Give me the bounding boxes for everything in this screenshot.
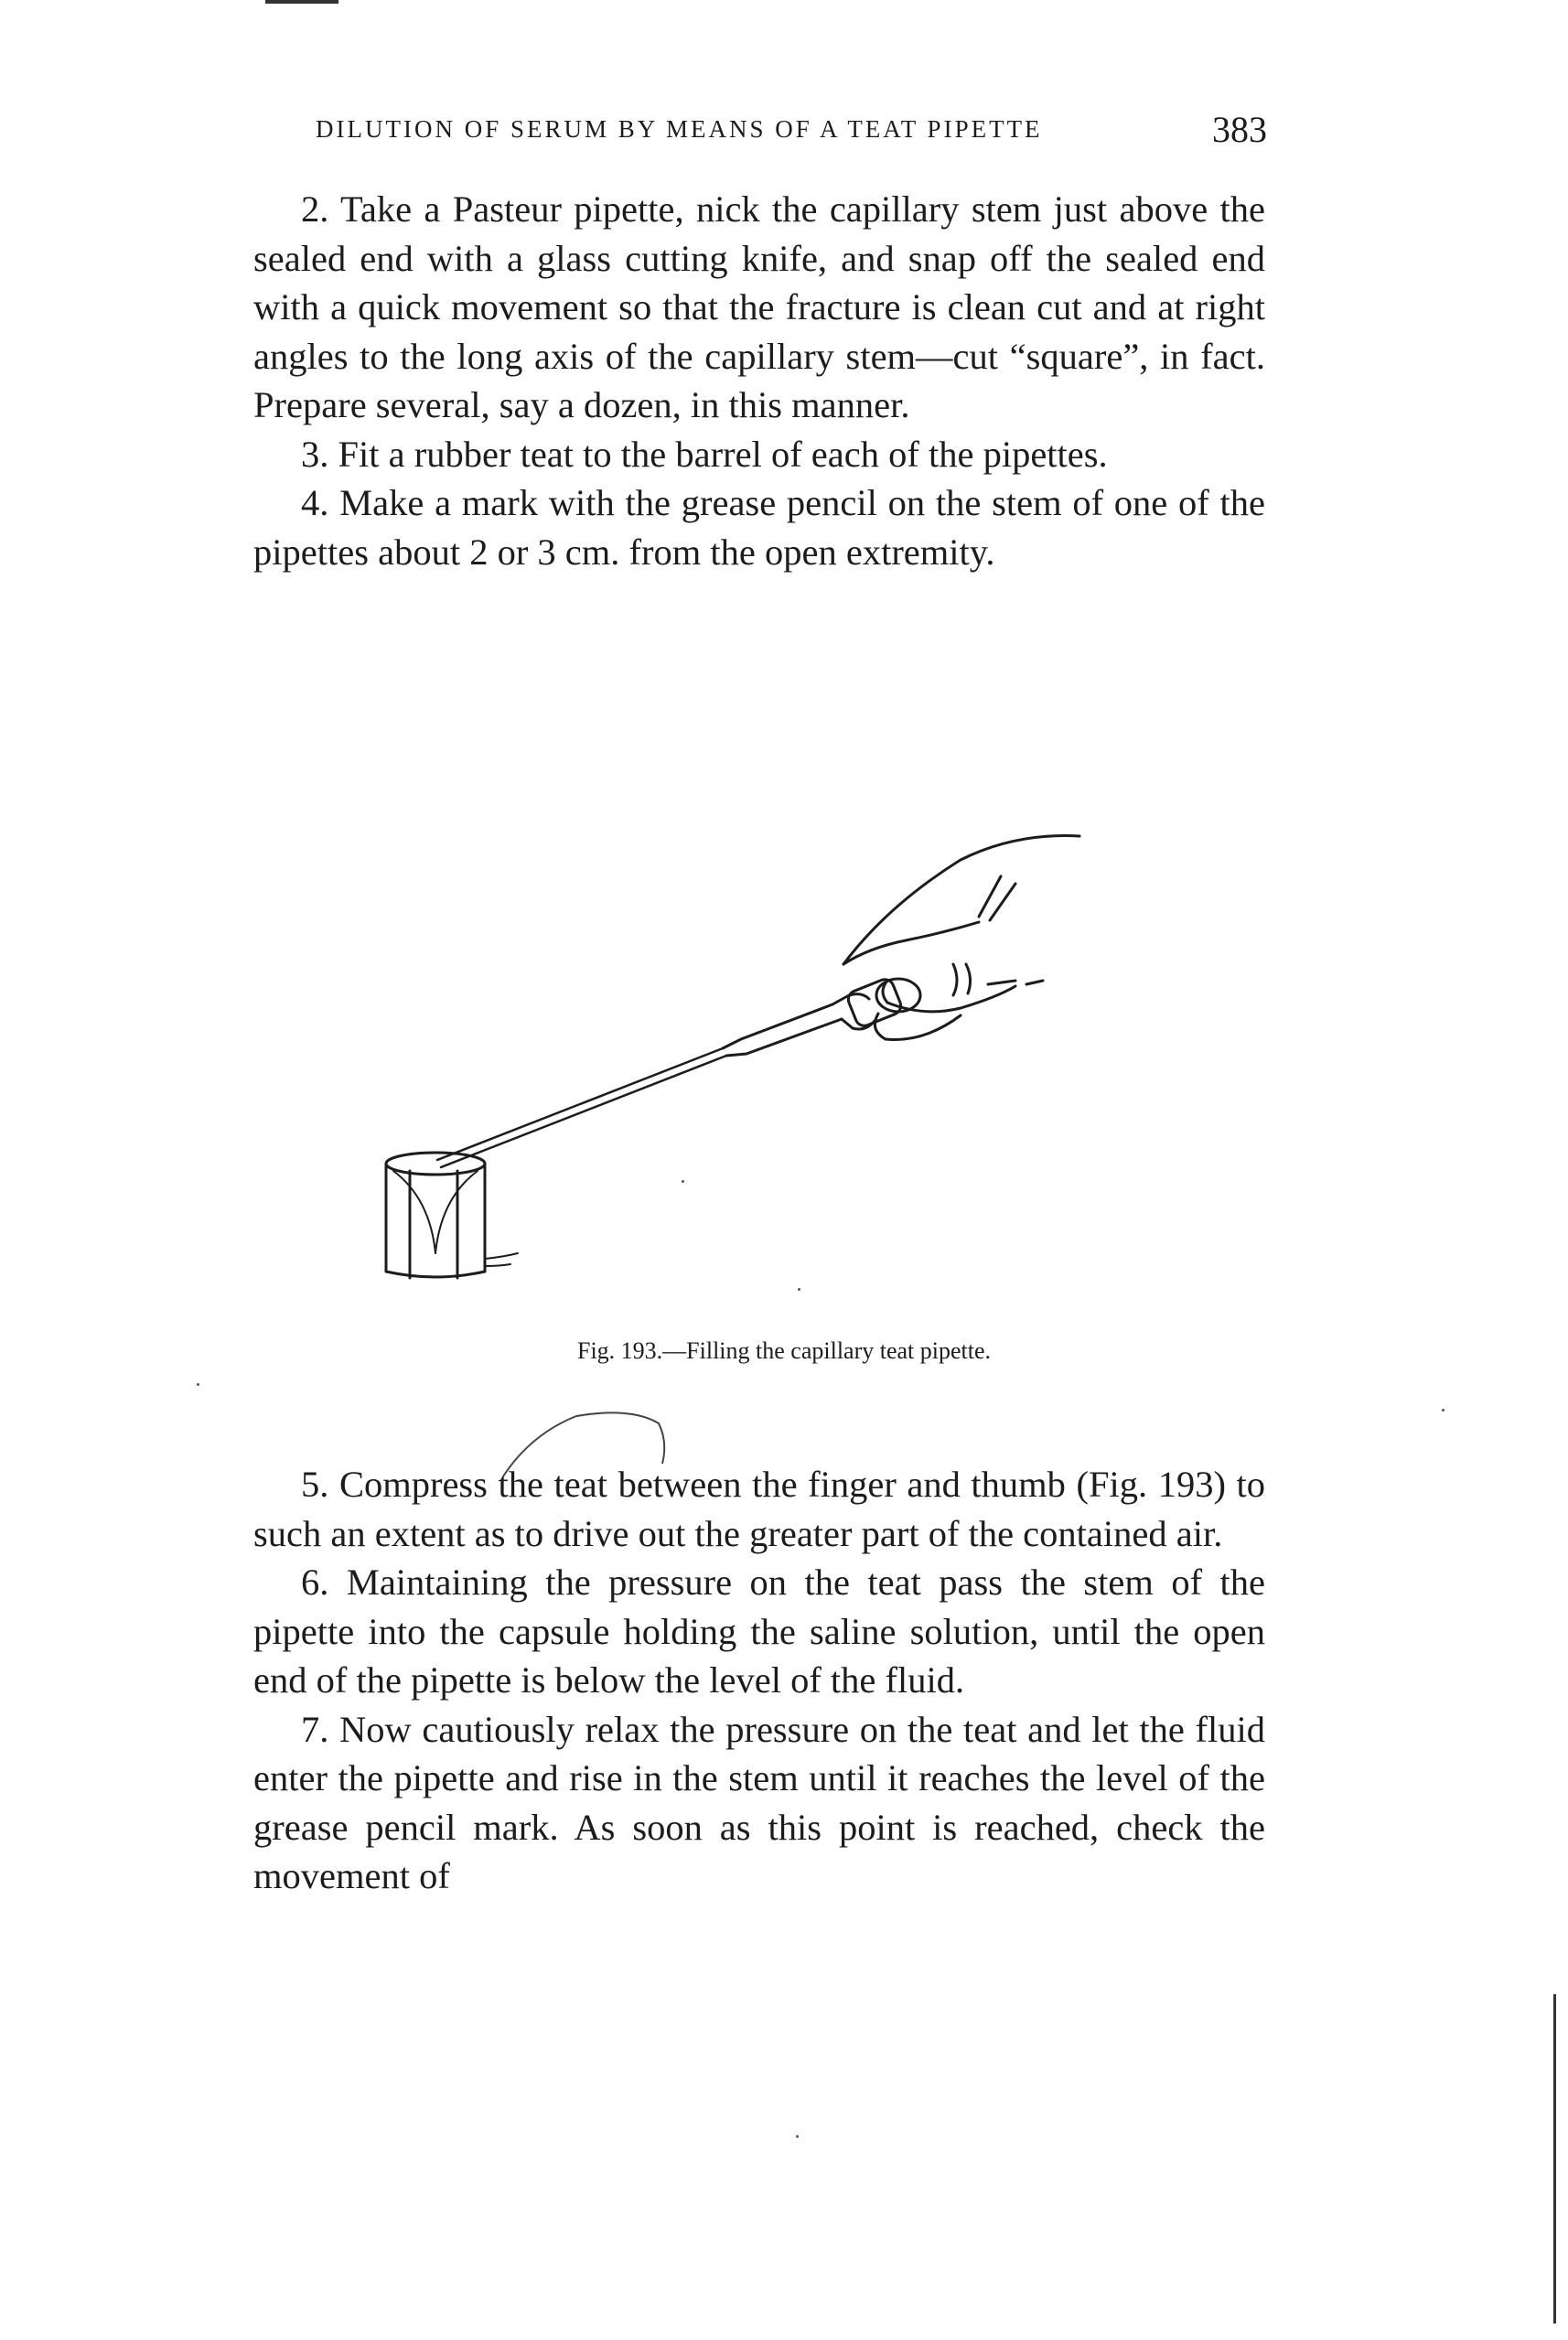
capsule-drawing [386,1153,518,1278]
hand-drawing [843,836,1079,1040]
paragraph-step-2: 2. Take a Pasteur pipette, nick the capillary stem just above the sealed end with a glass cutting knife, and snap off the sealed end with a quick movement so that the fracture is clean cut and at right angles to the long axis of the capillary stem—cut “square”, in fact. Prepare several, say a dozen, in this manner. [253,188,1265,425]
paragraph-step-4: 4. Make a mark with the grease pencil on the stem of one of the pipettes about 2 or 3 cm. from the open extremity. [253,482,1265,573]
pipette-illustration [338,768,1198,1317]
paragraph-step-5: 5. Compress the teat between the finger and thumb (Fig. 193) to such an extent as to drive out the greater part of the contained air. [253,1464,1265,1554]
paragraph-step-6: 6. Maintaining the pressure on the teat pass the stem of the pipette into the capsule holding the saline solution, until the open end of the pipette is below the level of the fluid. [253,1562,1265,1701]
body-text-top [253,185,1265,576]
figure-caption: Fig. 193.—Filling the capillary teat pipette. [576,1337,992,1364]
figure-193 [338,768,1198,1317]
page-number: 383 [1212,109,1267,150]
speck [682,1180,684,1183]
speck [798,1288,800,1291]
speck [796,2135,799,2138]
speck [197,1383,199,1386]
body-text-bottom [253,1460,1265,1901]
running-head [316,108,1267,154]
page-edge-line [1553,1994,1556,2324]
paragraph-step-7: 7. Now cautiously relax the pressure on the teat and let the fluid enter the pipette and rise in the stem until it reaches the level of the grease pencil mark. As soon as this point is reached, check the movement of [253,1708,1265,1896]
running-title: DILUTION OF SERUM BY MEANS OF A TEAT PIPETTE [316,115,1043,143]
pipette-drawing [437,977,904,1167]
paragraph-step-3: 3. Fit a rubber teat to the barrel of each of the pipettes. [301,433,1108,475]
top-edge-mark [265,0,338,4]
speck [1442,1409,1444,1412]
